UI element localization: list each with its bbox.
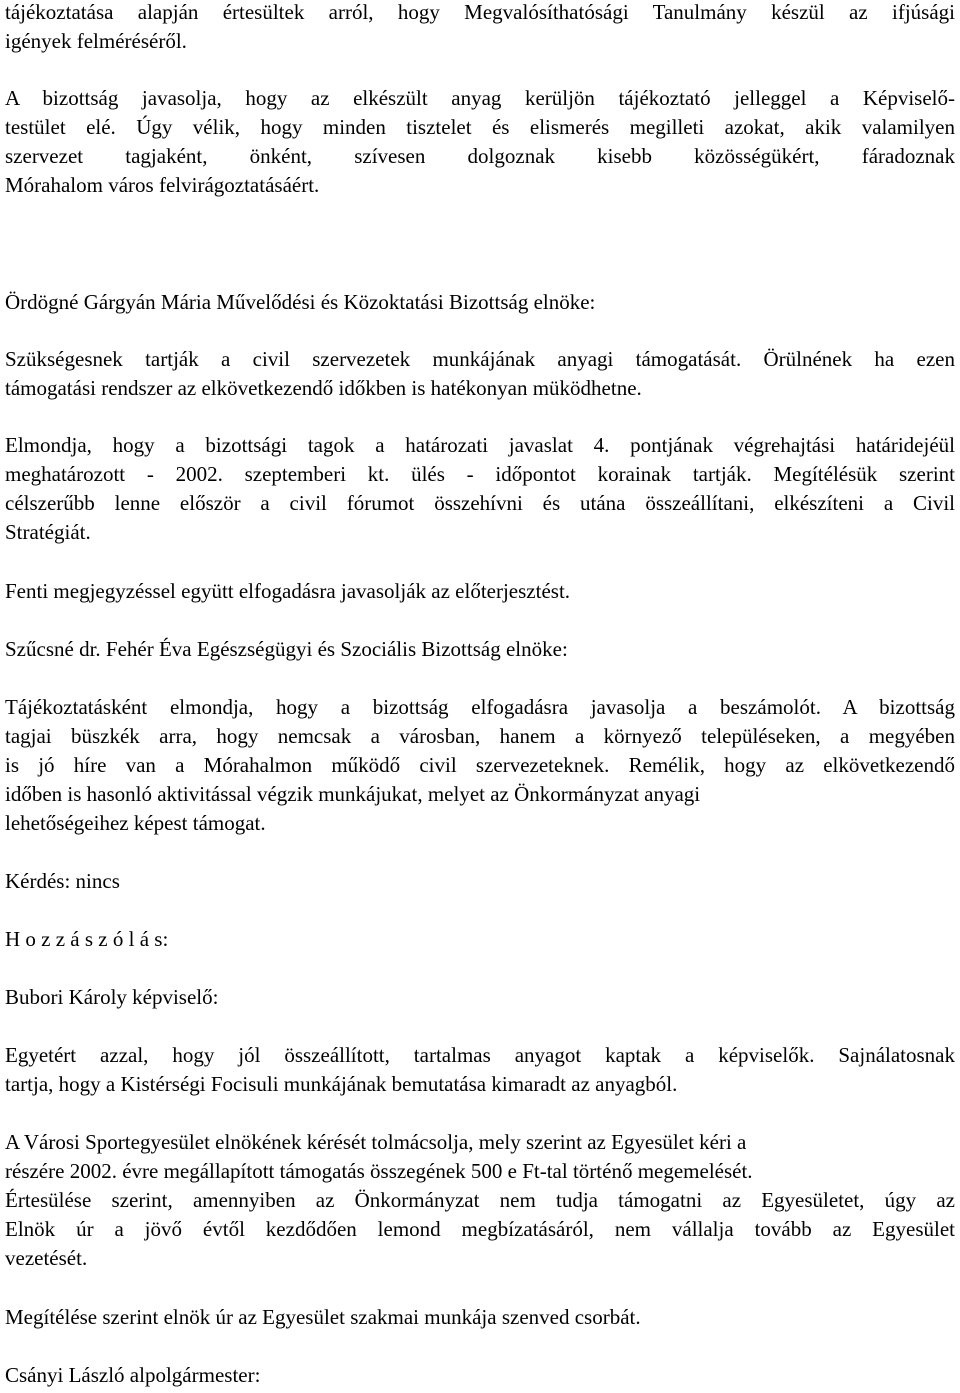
speaker-heading: Szűcsné dr. Fehér Éva Egészségügyi és Szociális Bizottság elnöke: <box>5 637 568 661</box>
text-line: Mórahalom város felvirágoztatásáért. <box>5 173 320 197</box>
speaker-heading: Csányi László alpolgármester: <box>5 1363 261 1387</box>
text-line: Elmondja, hogy a bizottsági tagok a határozati javaslat 4. pontjának végrehajtási határidejéül <box>5 433 955 457</box>
text-line: Elnök úr a jövő évtől kezdődően lemond megbízatásáról, nem vállalja tovább az Egyesület <box>5 1217 955 1241</box>
text-line: célszerűbb lenne először a civil fórumot összehívni és utána összeállítani, elkészíteni a Civil <box>5 491 955 515</box>
text-line: támogatási rendszer az elkövetkezendő időkben is hatékonyan müködhetne. <box>5 376 642 400</box>
text-line: igények felméréséről. <box>5 29 187 53</box>
text-line: Kérdés: nincs <box>5 869 120 893</box>
text-line: tájékoztatása alapján értesültek arról, hogy Megvalósíthatósági Tanulmány készül az ifjúsági <box>5 0 955 24</box>
text-line: lehetőségeihez képest támogat. <box>5 811 266 835</box>
section-heading: H o z z á s z ó l á s: <box>5 927 169 951</box>
text-line: tagjai büszkék arra, hogy nemcsak a városban, hanem a környező településeken, a megyében <box>5 724 955 748</box>
text-line: tartja, hogy a Kistérségi Focisuli munkájának bemutatása kimaradt az anyagból. <box>5 1072 678 1096</box>
text-line: Fenti megjegyzéssel együtt elfogadásra javasolják az előterjesztést. <box>5 579 571 603</box>
text-line: részére 2002. évre megállapított támogatás összegének 500 e Ft-tal történő megemelését. <box>5 1159 753 1183</box>
text-line: Tájékoztatásként elmondja, hogy a bizottság elfogadásra javasolja a beszámolót. A bizottság <box>5 695 955 719</box>
text-line: A bizottság javasolja, hogy az elkészült anyag kerüljön tájékoztató jelleggel a Képviselő- <box>5 86 955 110</box>
text-line: Egyetért azzal, hogy jól összeállított, tartalmas anyagot kaptak a képviselők. Sajnálatosnak <box>5 1043 955 1067</box>
text-line: testület elé. Úgy vélik, hogy minden tisztelet és elismerés megilleti azokat, akik valamilyen <box>5 115 955 139</box>
text-line: meghatározott - 2002. szeptemberi kt. ülés - időpontot korainak tartják. Megítélésük szerint <box>5 462 955 486</box>
text-line: Értesülése szerint, amennyiben az Önkormányzat nem tudja támogatni az Egyesületet, úgy az <box>5 1188 955 1212</box>
text-line: is jó híre van a Mórahalmon működő civil szervezeteknek. Remélik, hogy az elkövetkezendő <box>5 753 955 777</box>
text-line: Szükségesnek tartják a civil szervezetek munkájának anyagi támogatását. Örülnének ha ezen <box>5 347 955 371</box>
speaker-heading: Ördögné Gárgyán Mária Művelődési és Közoktatási Bizottság elnöke: <box>5 290 596 314</box>
text-line: időben is hasonló aktivitással végzik munkájukat, melyet az Önkormányzat anyagi <box>5 782 701 806</box>
speaker-heading: Bubori Károly képviselő: <box>5 985 219 1009</box>
text-line: vezetését. <box>5 1246 88 1270</box>
text-line: szervezet tagjaként, önként, szívesen dolgoznak kisebb közösségükért, fáradoznak <box>5 144 955 168</box>
text-line: A Városi Sportegyesület elnökének kérését tolmácsolja, mely szerint az Egyesület kéri a <box>5 1130 747 1154</box>
text-line: Megítélése szerint elnök úr az Egyesület szakmai munkája szenved csorbát. <box>5 1305 641 1329</box>
text-line: Stratégiát. <box>5 520 91 544</box>
